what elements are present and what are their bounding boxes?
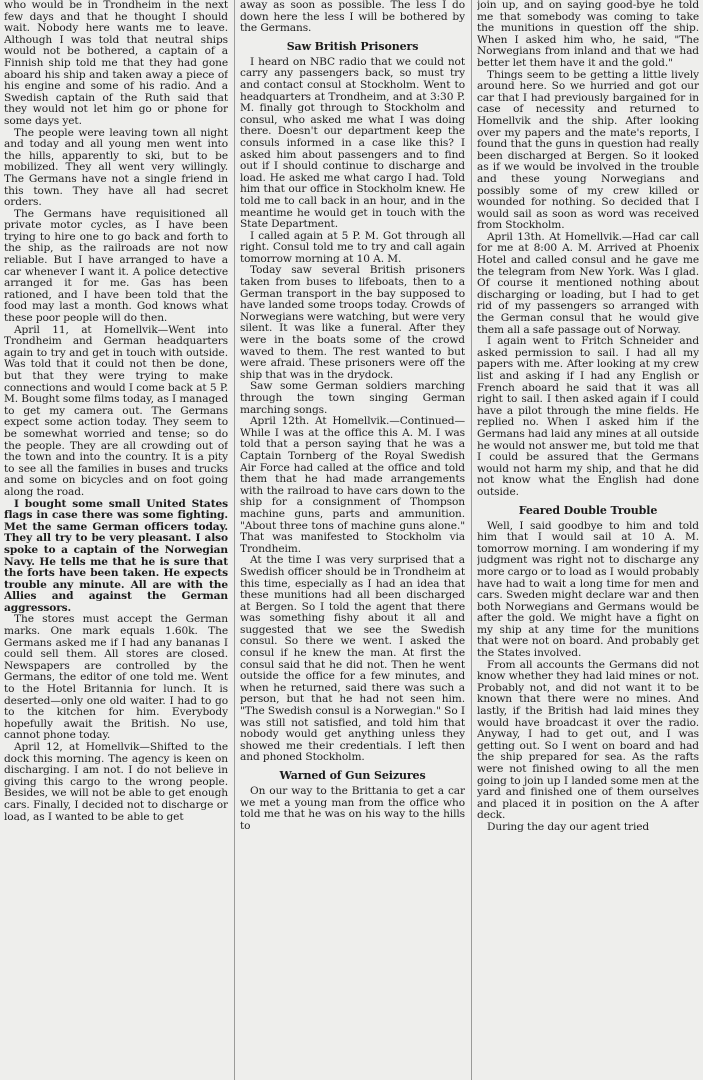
paragraph: join up, and on saying good-bye he told me that somebody was coming to take the munitions in question off the ship. When I asked him who, he said, "The Norwegians from inland and that we had better let them have it and the gold."	[477, 0, 699, 69]
paragraph: April 12th. At Homellvik.—Continued—While I was at the office this A. M. I was told that a person saying that he was a Captain Tornberg of the Royal Swedish Air Force had called at the office and told them that he had made arrangements with the railroad to have cars down to the ship for a consignment of Thompson machine guns, parts and ammunition. "About three tons of machine guns alone." That was manifested to Stockholm via Trondheim.	[240, 415, 465, 555]
paragraph: At the time I was very surprised that a Swedish officer should be in Trondheim at this time, especially as I had an idea that these munitions had all been discharged at Bergen. So I told the agent that there was something fishy about it all and suggested that we see the Swedish consul. So there we went. I asked the consul if he knew the man. At first the consul said that he did not. Then he went outside the office for a few minutes, and when he returned, said there was such a person, but that he had not seen him. "The Swedish consul is a Norwegian." So I was still not satisfied, and told him that nobody would get anything unless they showed me their credentials. I left then and phoned Stockholm.	[240, 554, 465, 764]
column-3	[477, 0, 699, 1080]
subheading: Feared Double Trouble	[518, 503, 658, 517]
paragraph: I called again at 5 P. M. Got through all right. Consul told me to try and call again tomorrow morning at 10 A. M.	[240, 229, 465, 265]
paragraph: Well, I said goodbye to him and told him that I would sail at 10 A. M. tomorrow morning. I am wondering if my judgment was right not to discharge any more cargo or to load as I would probably have had to wait a long time for men and cars. Sweden might declare war and then both Norwegians and Germans would be after the gold. We might have a fight on my ship at any time for the munitions that were not on board. And probably get the States involved.	[477, 519, 699, 660]
column-1	[4, 0, 228, 1080]
paragraph: April 11, at Homellvik—Went into Trondheim and German headquarters again to try and get in touch with outside. Was told that it could not then be done, but that they were trying to make connections and would I come back at 5 P. M. Bought some films today, as I managed to get my camera out. The Germans expect some action today. They seem to be somewhat worried and tense; so do the people. They are all crowding out of the town and into the country. It is a pity to see all the families in buses and trucks and some on bicycles and on foot going along the road.	[4, 323, 228, 498]
subheading: Warned of Gun Seizures	[279, 769, 426, 782]
paragraph: On our way to the Brittania to get a car we met a young man from the office who told me that he was on his way to the hills to	[240, 785, 465, 832]
paragraph: During the day our agent tried	[487, 820, 650, 833]
paragraph: April 12, at Homellvik—Shifted to the dock this morning. The agency is keen on discharging. I am not. I do not believe in giving this cargo to the wrong people. Besides, we will not be able to get enough cars. Finally, I decided not to discharge or load, as I wanted to be able to get	[4, 741, 228, 823]
paragraph: The stores must accept the German marks. One mark equals 1.60k. The Germans asked me if I had any bananas I could sell them. All stores are closed. Newspapers are controlled by the Germans, the editor of one told me. Went to the Hotel Britannia for lunch. It is deserted—only one old waiter. I had to go to the kitchen for him. Everybody hopefully await the British. No use, cannot phone today.	[4, 613, 228, 742]
paragraph: Today saw several British prisoners taken from buses to lifeboats, then to a German transport in the bay supposed to have landed some troops today. Crowds of Norwegians were watching, but were very silent. It was like a funeral. After they were in the boats some of the crowd waved to them. The rest wanted to but were afraid. These prisoners were off the ship that was in the drydock.	[240, 264, 465, 381]
paragraph: From all accounts the Germans did not know whether they had laid mines or not. Probably not, and did not want it to be known that there were no mines. And lastly, if the British had laid mines they would have broadcast it over the radio. Anyway, I had to get out, and I was getting out. So I went on board and had the ship prepared for sea. As the rafts were not finished owing to all the men going to join up I landed some men at the yard and finished one of them ourselves and placed it in position on the A after deck.	[477, 658, 699, 822]
column-rule	[234, 0, 235, 1080]
paragraph: I heard on NBC radio that we could not carry any passengers back, so must try and contact consul at Stockholm. Went to headquarters at Trondheim, and at 3:30 P. M. finally got through to Stockholm and consul, who asked me what I was doing there. Doesn't our department keep the consuls informed in a case like this? I asked him about passengers and to find out if I should continue to discharge and load. He asked me what cargo I had. Told him that our office in Stockholm knew. He told me to call back in an hour, and in the meantime he would get in touch with the State Department.	[240, 55, 465, 231]
paragraph: away as soon as possible. The less I do down here the less I will be bothered by the Germans.	[240, 0, 465, 35]
paragraph: I bought some small United States flags in case there was some fighting. Met the same German officers today. They all try to be very pleasant. I also spoke to a captain of the Norwegian Navy. He tells me that he is sure that the forts have been taken. He expects trouble any minute. All are with the Allies and against the German aggressors.	[4, 497, 228, 614]
paragraph: Things seem to be getting a little lively around here. So we hurried and got our car that I had previously bargained for in case of necessity and returned to Homellvik and the ship. After looking over my papers and the mate's reports, I found that the guns in question had really been discharged at Bergen. So it looked as if we would be involved in the trouble and these young Norwegians and possibly some of my crew killed or wounded for nothing. So decided that I would sail as soon as word was received from Stockholm.	[477, 68, 699, 232]
paragraph: The people were leaving town all night and today and all young men went into the hills, apparently to ski, but to be mobilized. They all went very willingly. The Germans have not a single friend in this town. They have all had secret orders.	[4, 126, 228, 209]
paragraph: I again went to Fritch Schneider and asked permission to sail. I had all my papers with me. After looking at my crew list and asking if I had any English or French aboard he said that it was all right to sail. I then asked again if I could have a pilot through the mine fields. He replied no. When I asked him if the Germans had laid any mines at all outside he would not answer me, but told me that I could be assured that the Germans would not harm my ship, and that he did not know what the English had done outside.	[477, 335, 699, 498]
column-rule	[471, 0, 472, 1080]
subheading: Saw British Prisoners	[286, 39, 419, 53]
paragraph: who would be in Trondheim in the next few days and that he thought I should wait. Nobody here wants me to leave. Although I was told that neutral ships would not be bothered, a captain of a Finnish ship told me that they had gone aboard his ship and taken away a piece of his engine and some of his radio. And a Swedish captain of the Ruth said that they would not let him go or phone for some days yet.	[4, 0, 228, 127]
column-2	[240, 0, 465, 1080]
paragraph: Saw some German soldiers marching through the town singing German marching songs.	[240, 380, 465, 416]
paragraph: The Germans have requisitioned all private motor cycles, as I have been trying to hire one to go back and forth to the ship, as the railroads are not now reliable. But I have arranged to have a car whenever I want it. A police detective arranged it for me. Gas has been rationed, and I have been told that the food may last a month. God knows what these poor people will do then.	[4, 207, 228, 325]
paragraph: April 13th. At Homellvik.—Had car call for me at 8:00 A. M. Arrived at Phoenix Hotel and called consul and he gave me the telegram from New York. Was I glad. Of course it mentioned nothing about discharging or loading, but I had to get rid of my passengers so arranged with the German consul that he would give them all a safe passage out of Norway.	[477, 230, 699, 336]
